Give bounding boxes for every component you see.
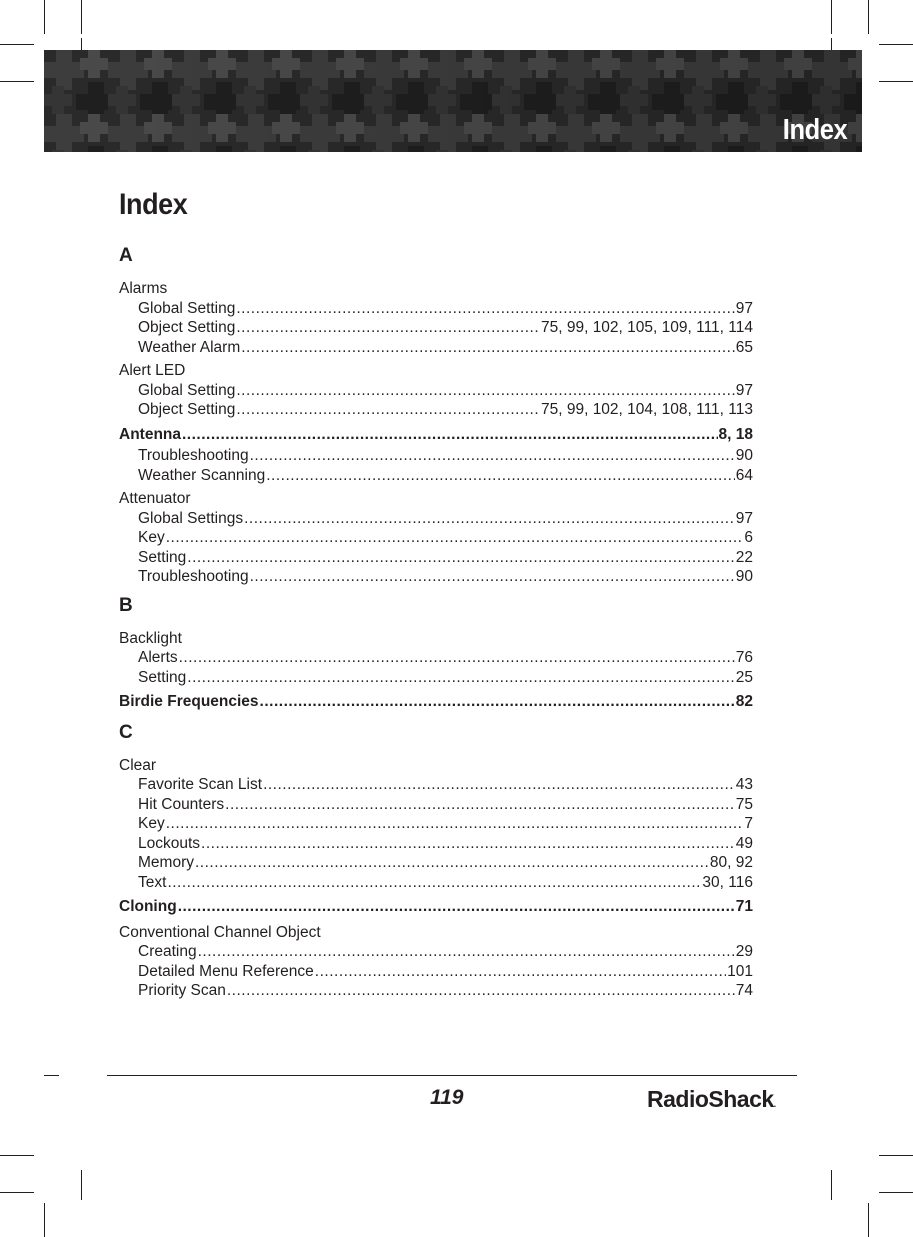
page-ref[interactable]: 43	[735, 776, 753, 793]
page-number: 119	[430, 1086, 464, 1109]
crop-mark	[0, 1192, 34, 1193]
page-ref[interactable]: 25	[735, 668, 753, 686]
section-letter: B	[119, 594, 133, 616]
page-ref[interactable]: 74	[735, 982, 753, 999]
crop-mark	[879, 1155, 913, 1156]
index-entry: Alerts ..... 76	[119, 648, 753, 668]
index-entry: Troubleshooting ..... 90	[119, 567, 753, 587]
index-entry: Global Setting ..... 97	[119, 299, 753, 319]
index-list	[119, 238, 753, 1005]
index-entry: Weather Scanning ..... 64	[119, 466, 753, 486]
index-heading: Alarms	[119, 280, 168, 297]
crop-mark	[868, 0, 869, 34]
index-entry: Global Settings ..... 97	[119, 509, 753, 529]
index-group	[119, 923, 753, 1001]
page-ref[interactable]: 49	[735, 834, 753, 852]
page-ref[interactable]: 90	[735, 568, 753, 585]
page-ref[interactable]: 75, 99, 102, 105, 109, 111, 114	[540, 319, 753, 336]
banner-title: Index	[782, 114, 847, 146]
index-entry: Key ..... 6	[119, 528, 753, 548]
index-entry: Global Setting ..... 97	[119, 381, 753, 401]
index-entry: Memory ..... 80, 92	[119, 853, 753, 873]
index-entry-main: Antenna ..... 8, 18	[119, 424, 753, 447]
page-ref[interactable]: 76	[735, 649, 753, 666]
index-entry: Weather Alarm ..... 65	[119, 338, 753, 358]
crop-mark	[879, 1192, 913, 1193]
footer-rule	[107, 1075, 797, 1076]
page-ref[interactable]: 90	[735, 447, 753, 464]
crop-mark	[831, 1170, 832, 1200]
page-ref[interactable]: 65	[735, 338, 753, 356]
page-ref[interactable]: 75, 99, 102, 104, 108, 111, 113	[540, 401, 753, 418]
crop-mark	[0, 44, 34, 45]
index-entry: Lockouts ..... 49	[119, 834, 753, 854]
index-entry: Object Setting ..... 75, 99, 102, 105, 109, 111, 114	[119, 318, 753, 338]
page-ref[interactable]: 29	[735, 943, 753, 960]
index-entry: Text ..... 30, 116	[119, 873, 753, 893]
index-heading: Conventional Channel Object	[119, 923, 321, 941]
radioshack-logo: RadioShack.	[647, 1086, 776, 1112]
page-ref[interactable]: 80, 92	[709, 854, 753, 871]
index-entry: Priority Scan ..... 74	[119, 981, 753, 1001]
page-title: Index	[119, 188, 188, 221]
page-ref[interactable]: 64	[735, 466, 753, 484]
page-ref[interactable]: 30, 116	[702, 873, 753, 891]
page-ref[interactable]: 22	[735, 548, 753, 566]
crop-mark	[879, 44, 913, 45]
page-ref[interactable]: 97	[735, 509, 753, 527]
index-entry: Hit Counters ..... 75	[119, 795, 753, 815]
index-entry: Favorite Scan List ..... 43	[119, 775, 753, 795]
index-group	[119, 629, 753, 688]
index-group	[119, 424, 753, 486]
crop-mark	[0, 81, 34, 82]
header-banner	[44, 50, 862, 152]
page-ref[interactable]: 101	[727, 962, 753, 980]
crop-mark	[831, 0, 832, 34]
section-letter: A	[119, 245, 133, 266]
page-ref[interactable]: 71	[735, 898, 753, 915]
index-entry: Troubleshooting ..... 90	[119, 446, 753, 466]
page-ref[interactable]: 97	[735, 381, 753, 399]
index-heading: Clear	[119, 756, 157, 774]
index-group	[119, 896, 753, 919]
crop-mark	[81, 1170, 82, 1200]
page-ref[interactable]: 75	[735, 795, 753, 813]
crop-mark	[879, 81, 913, 82]
index-heading: Attenuator	[119, 490, 191, 507]
index-group	[119, 756, 753, 893]
index-group	[119, 279, 753, 357]
page-ref[interactable]: 82	[735, 693, 753, 710]
crop-mark	[44, 1075, 59, 1076]
page-ref[interactable]: 97	[735, 299, 753, 317]
crop-mark	[44, 0, 45, 34]
index-entry: Setting ..... 22	[119, 548, 753, 568]
index-entry: Creating ..... 29	[119, 942, 753, 962]
page-ref[interactable]: 7	[744, 815, 753, 832]
index-entry: Setting ..... 25	[119, 668, 753, 688]
index-entry: Object Setting ..... 75, 99, 102, 104, 108, 111, 113	[119, 400, 753, 420]
crop-mark	[868, 1203, 869, 1237]
index-group	[119, 361, 753, 420]
crop-mark	[0, 1155, 34, 1156]
index-entry: Key ..... 7	[119, 814, 753, 834]
index-group	[119, 691, 753, 714]
crop-mark	[44, 1203, 45, 1237]
index-heading: Alert LED	[119, 362, 186, 379]
index-group	[119, 489, 753, 587]
page-ref[interactable]: 6	[744, 529, 753, 546]
index-entry-main: Birdie Frequencies ..... 82	[119, 691, 753, 714]
index-heading: Backlight	[119, 629, 182, 647]
crop-mark	[81, 0, 82, 34]
page-ref[interactable]: 8, 18	[718, 425, 753, 443]
index-entry: Detailed Menu Reference ..... 101	[119, 962, 753, 982]
section-letter: C	[119, 721, 133, 743]
index-entry-main: Cloning ..... 71	[119, 896, 753, 919]
